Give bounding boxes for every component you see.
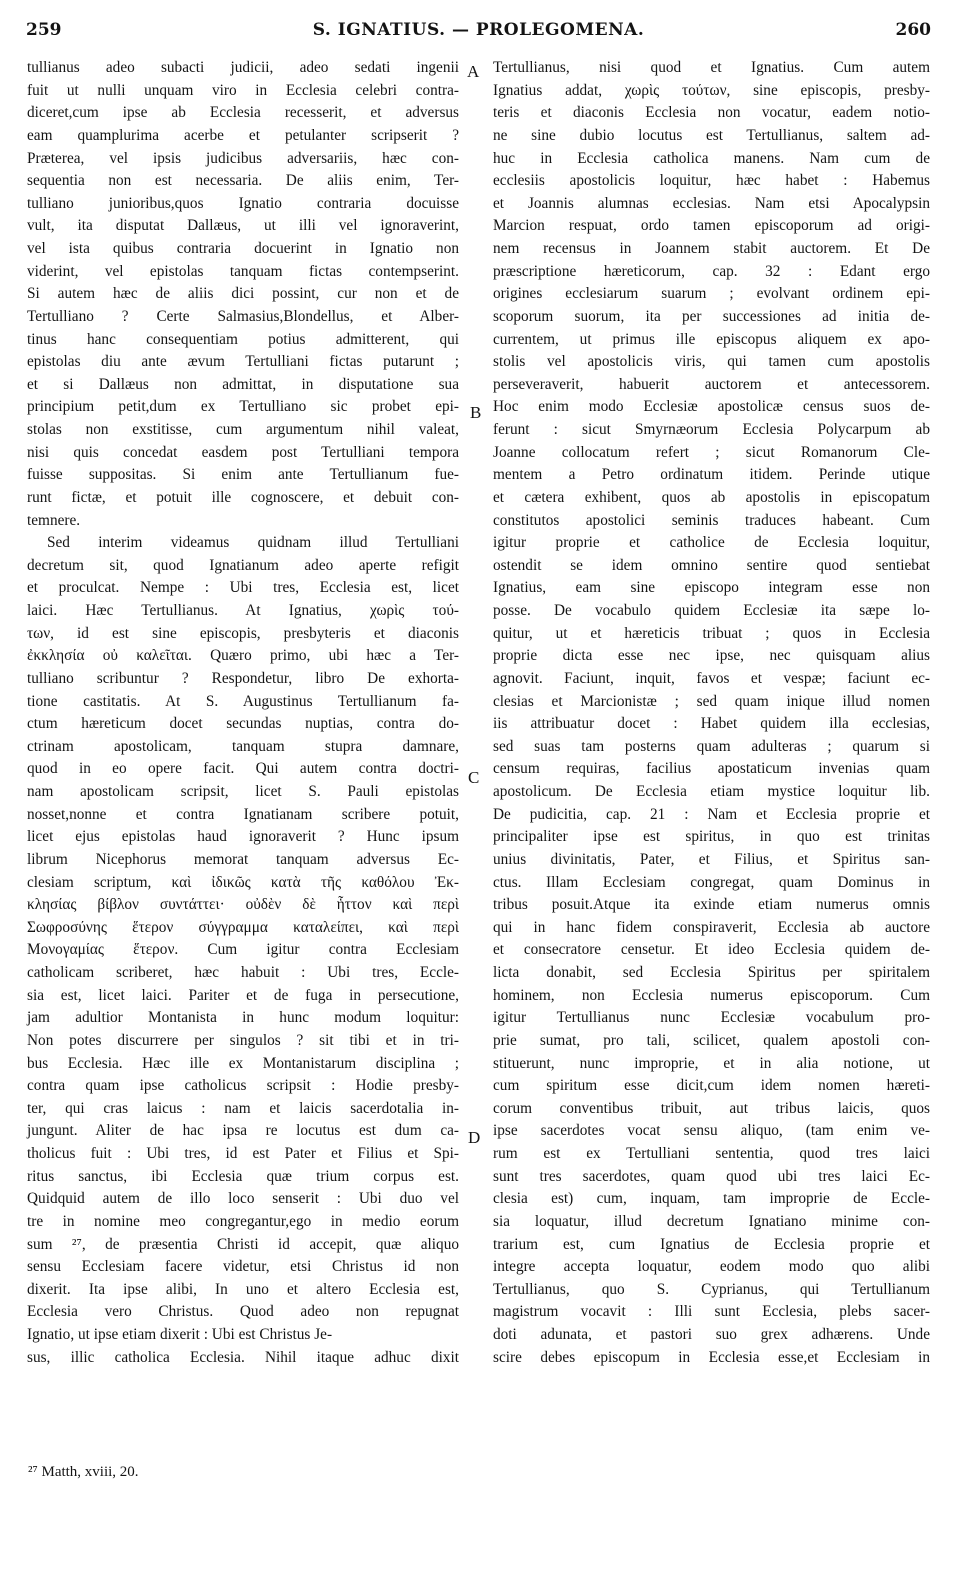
text-line: stolis vel apostolicis viris, qui tamen cum apostolis bbox=[493, 353, 930, 371]
text-line: ter, qui cras laicus : nam et laicis sacerdotalia in- bbox=[27, 1099, 459, 1117]
text-line: tribus posuit.Atque ita exinde etiam numerus omnis bbox=[493, 896, 930, 914]
text-line: ctum hæreticum docet secundas nuptias, contra do- bbox=[27, 715, 459, 733]
text-line: et Joannis alumnas ecclesias. Nam etsi Apocalypsin bbox=[493, 194, 930, 212]
text-line: et si Dallæus non admittat, in disputatione sua bbox=[27, 375, 459, 393]
text-line: principium petit,dum ex Tertulliano sic probet epi- bbox=[27, 398, 459, 416]
text-line: vel ista quibus contraria docuerint in Ignatio non bbox=[27, 240, 459, 257]
text-line: doti adunata, et pastori suo grex adhærens. Unde bbox=[493, 1326, 930, 1343]
text-line: Præterea, vel ipsis judicibus adversariis, hæc con- bbox=[27, 149, 459, 167]
text-line: Hoc enim modo Ecclesiæ apostolicæ census suos de- bbox=[493, 398, 930, 416]
text-line: corum conventibus tribuit, aut tribus laicis, quos bbox=[493, 1099, 930, 1117]
text-line: perseveraverit, habuerit auctorem et antecessorem. bbox=[493, 375, 930, 393]
text-line: iis attribuatur docet : Habet quidem illa ecclesias, bbox=[493, 715, 930, 733]
text-line: Tertulliano ? Certe Salmasius,Blondellus, et Alber- bbox=[27, 307, 459, 325]
text-line: tulliano junioribus,quos Ignatio contraria docuisse bbox=[27, 194, 459, 212]
text-line: catholicam scriberet, hæc habuit : Ubi tres, Eccle- bbox=[27, 964, 459, 981]
text-line: Non potes discurrere per singulos ? sit tibi et in tri- bbox=[27, 1031, 459, 1049]
text-line: et proculcat. Nempe : Ubi tres, Ecclesia est, licet bbox=[27, 579, 459, 597]
text-line: tullianus adeo subacti judicii, adeo sedati ingenii bbox=[27, 59, 459, 76]
text-line: tholicus fuit : Ubi tres, id est Pater et Filius et Spi- bbox=[27, 1145, 459, 1162]
text-line: ne sine dubio locutus est Tertullianus, saltem ad- bbox=[493, 126, 930, 144]
text-line: licta donabit, sed Ecclesia Spiritus per spiritalem bbox=[493, 964, 930, 981]
text-line: Ecclesia vero Christus. Quod adeo non repugnat bbox=[27, 1303, 459, 1321]
text-line: Ignatio, ut ipse etiam dixerit : Ubi est Christus Je- bbox=[27, 1326, 333, 1343]
text-line: ferunt : sicut Smyrnæorum Ecclesia Polycarpum ab bbox=[493, 421, 930, 438]
text-line: mentem a Petro ordinatum itidem. Perinde utique bbox=[493, 466, 930, 484]
text-line: constitutos apostolici seminis traduces habeant. Cum bbox=[493, 511, 930, 529]
text-line: sus, illic catholica Ecclesia. Nihil itaque adhuc dixit bbox=[27, 1348, 459, 1366]
text-line: licet ejus epistolas haud ignoraverit ? Hunc ipsum bbox=[27, 828, 459, 846]
text-line: ostendit se idem omnino sentire quod sentiebat bbox=[493, 556, 930, 574]
text-line: integre accepta loquatur, eodem modo quo alibi bbox=[493, 1258, 930, 1276]
text-line: tulliano scribuntur ? Respondetur, libro De exhorta- bbox=[27, 669, 459, 687]
text-line: sensu Ecclesiam facere videtur, etsi Christus id non bbox=[27, 1258, 459, 1276]
text-line: laici. Hæc Tertullianus. At Ignatius, χωρὶς τού- bbox=[27, 602, 459, 619]
text-line: clesia est) cum, inquam, tam improprie de Eccle- bbox=[493, 1190, 930, 1208]
left-column bbox=[27, 57, 459, 1369]
text-line: nem recensus in Joannem stabit auctorem. Et De bbox=[493, 240, 930, 257]
text-line: trarium est, cum Ignatius de Ecclesia proprie et bbox=[493, 1235, 930, 1253]
text-line: unius divinitatis, Pater, et Filius, et Spiritus san- bbox=[493, 850, 930, 868]
text-line: tre in nomine meo congregantur,ego in medio eorum bbox=[27, 1212, 459, 1230]
text-line: hominem, non Ecclesia numerus episcoporum. Cum bbox=[493, 986, 930, 1004]
text-line: contra quam ipse catholicus scripsit : Hodie presby- bbox=[27, 1077, 459, 1095]
text-line: magistrum vocavit : Illi sunt Ecclesia, plebs sacer- bbox=[493, 1303, 930, 1321]
text-line: sia loquatur, illud decretum Ignatiano minime con- bbox=[493, 1212, 930, 1230]
text-line: Marcion respuat, ordo tamen episcoporum ad origi- bbox=[493, 217, 930, 235]
text-line: κλησίας βίβλον συντάττει· οὐδὲν δὲ ἧττον καὶ περὶ bbox=[27, 896, 459, 914]
text-line: cum spiritum esse dicit,cum idem nomen hæreti- bbox=[493, 1077, 930, 1095]
text-line: ctrinam apostolicam, tanquam stupra damnare, bbox=[27, 737, 459, 755]
text-line: Σωφροσύνης ἕτερον σύγγραμμα καταλείπει, καὶ περὶ bbox=[27, 918, 459, 936]
text-line: nam apostolicam scripsit, licet S. Pauli epistolas bbox=[27, 783, 459, 800]
text-line: jam adultior Montanista in hunc modum loquitur: bbox=[27, 1009, 459, 1027]
running-title: S. IGNATIUS. — PROLEGOMENA. bbox=[312, 20, 645, 40]
text-line: ecclesiis apostolicis loquitur, hæc habet : Habemus bbox=[493, 172, 930, 190]
text-line: bus Ecclesia. Hæc ille ex Montanistarum disciplina ; bbox=[27, 1054, 459, 1072]
text-line: teris et diaconis Ecclesia non vocatur, eadem notio- bbox=[493, 104, 930, 122]
text-line: censum requiras, facilius apostaticum invenias quam bbox=[493, 760, 930, 778]
text-line: De pudicitia, cap. 21 : Nam et Ecclesia proprie et bbox=[493, 805, 930, 823]
section-marker-b: B bbox=[470, 403, 482, 422]
text-line: nisi quis concedat easdem post Tertulliani tempora bbox=[27, 443, 459, 461]
text-line: origines ecclesiarum suarum ; evolvant ordinem epi- bbox=[493, 285, 930, 303]
text-line: Ignatius addat, χωρὶς τούτων, sine episcopis, presby- bbox=[493, 81, 930, 99]
text-line: librum Nicephorus memorat tanquam adversus Ec- bbox=[27, 850, 459, 868]
text-line: jungunt. Aliter de hac ipsa re locutus est dum ca- bbox=[27, 1122, 459, 1140]
text-line: Tertullianus, nisi quod et Ignatius. Cum autem bbox=[493, 59, 930, 76]
text-line: Quidquid autem de illo loco senserit : Ubi duo vel bbox=[27, 1190, 459, 1208]
text-line: fuit ut nulli unquam viro in Ecclesia celebri contra- bbox=[27, 81, 459, 99]
section-marker-c: C bbox=[468, 768, 480, 787]
text-line: stituerunt, nunc improprie, et in alia notione, ut bbox=[493, 1054, 930, 1072]
text-line: ritus sanctus, ibi Ecclesia quæ trium corpus est. bbox=[27, 1167, 459, 1185]
footnote: ²⁷ Matth, xviii, 20. bbox=[28, 1464, 139, 1480]
text-line: principaliter ipse est spiritus, in quo est trinitas bbox=[493, 828, 930, 846]
text-line: tione castitatis. At S. Augustinus Tertullianum fa- bbox=[27, 692, 459, 710]
text-line: των, id est sine episcopis, presbyteris et diaconis bbox=[27, 624, 459, 642]
text-line: apostolicum. De Ecclesia etiam mystice loquitur lib. bbox=[493, 783, 930, 800]
text-line: Joanne collocatum refert ; sicut Romanorum Cle- bbox=[493, 443, 930, 461]
section-marker-a: A bbox=[467, 62, 480, 81]
text-line: stolas non exstitisse, cum argumentum nihil valeat, bbox=[27, 421, 459, 438]
page-number-left: 259 bbox=[26, 20, 62, 40]
text-line: qui in hanc fidem conspiraverit, Ecclesia ab auctore bbox=[493, 918, 930, 936]
text-line: agnovit. Faciunt, inquit, favos et vespæ; faciunt ec- bbox=[493, 669, 930, 687]
text-line: Si autem hæc de aliis dici possint, cur non et de bbox=[27, 285, 459, 303]
text-line: prie sumat, pro tali, scilicet, qualem apostoli con- bbox=[493, 1031, 930, 1049]
text-line: eam quamplurima acerbe et petulanter scripserit ? bbox=[27, 126, 459, 144]
text-line: runt fictæ, et potuit ille cognoscere, et debuit con- bbox=[27, 488, 459, 506]
text-line: clesias et Marcionistæ ; sed quam inique illud nomen bbox=[493, 692, 930, 710]
text-line: sia est, licet laici. Pariter et de fuga in persecutione, bbox=[27, 986, 459, 1004]
text-line: diceret,cum ipse ab Ecclesia recesserit, et adversus bbox=[27, 104, 459, 122]
text-line: quitur, ut et hæreticis tribuat ; quos in Ecclesia bbox=[493, 624, 930, 642]
text-line: tinus hanc consequentiam potius admitterent, qui bbox=[27, 330, 459, 348]
text-line: igitur proprie et catholice de Ecclesia loquitur, bbox=[493, 534, 930, 552]
text-line: scire debes episcopum in Ecclesia esse,et Ecclesiam in bbox=[493, 1348, 930, 1366]
text-line: ἐκκλησία οὐ καλεῖται. Quæro primo, ubi hæc a Ter- bbox=[27, 647, 459, 665]
text-line: decretum sit, quod Ignatianum adeo aperte refigit bbox=[27, 556, 459, 574]
text-line: Tertullianus, quo S. Cyprianus, qui Tertullianum bbox=[493, 1280, 930, 1298]
text-line: vult, ita disputat Dallæus, ut illi vel ignoraverint, bbox=[27, 217, 459, 235]
page-number-right: 260 bbox=[895, 20, 931, 40]
text-line: sunt tres sacerdotes, quam quod ubi tres laici Ec- bbox=[493, 1167, 930, 1185]
text-line: posse. De vocabulo quidem Ecclesiæ ita sæpe lo- bbox=[493, 602, 930, 619]
text-line: Ignatius, eam sine episcopo integram esse non bbox=[493, 579, 930, 597]
text-line: igitur Tertullianus nunc Ecclesiæ vocabulum pro- bbox=[493, 1009, 930, 1027]
text-line: quod in eo opere facit. Qui autem contra doctri- bbox=[27, 760, 459, 778]
section-marker-d: D bbox=[468, 1128, 481, 1147]
text-line: sequentia non est necessaria. De aliis enim, Ter- bbox=[27, 172, 459, 190]
text-line: dixerit. Ita ipse alibi, In uno et altero Ecclesia est, bbox=[27, 1280, 459, 1298]
text-line: rum est ex Tertulliani sententia, quod tres laici bbox=[493, 1145, 930, 1162]
right-column bbox=[493, 57, 930, 1369]
text-line: currentem, ut primus ille episcopus aliquem ex apo- bbox=[493, 330, 930, 348]
text-line: et consecratore censetur. Et ideo Ecclesia quidem de- bbox=[493, 941, 930, 959]
text-line: huc in Ecclesia catholica manens. Nam cum de bbox=[493, 149, 930, 167]
text-line: præscriptione hæreticorum, cap. 32 : Edant ergo bbox=[493, 262, 930, 280]
text-line: proprie dicta esse nec ipse, nec quisquam alius bbox=[493, 647, 930, 665]
text-line: sed suas tam posterns quam adulteras ; quarum si bbox=[493, 737, 930, 755]
text-line: ctus. Illam Ecclesiam congregat, quam Dominus in bbox=[493, 873, 930, 891]
text-line: Μονογαμίας ἕτερον. Cum igitur contra Ecclesiam bbox=[27, 941, 459, 959]
text-line: temnere. bbox=[27, 511, 81, 529]
text-line: et cætera exhibent, quos ab apostolis in episcopatum bbox=[493, 488, 930, 506]
running-header bbox=[26, 16, 931, 46]
text-line: viderint, vel epistolas tanquam fictas contempserint. bbox=[27, 262, 459, 280]
text-line: epistolas diu ante ævum Tertulliani fictas putarunt ; bbox=[27, 353, 459, 371]
text-line: sum ²⁷, de præsentia Christi id accepit, quæ aliquo bbox=[27, 1235, 459, 1253]
text-line: clesiam scriptum, καὶ ἰδικῶς κατὰ τῆς καθόλου Ἐκ- bbox=[27, 873, 459, 891]
text-line: ipse sacerdotes vocat sensu aliquo, (tam enim ve- bbox=[493, 1122, 930, 1140]
text-line: fuisse suppositas. Si enim ante Tertullianum fue- bbox=[27, 466, 459, 484]
text-line: Sed interim videamus quidnam illud Tertulliani bbox=[47, 534, 459, 552]
text-line: scoporum suorum, ita per successiones ad initia de- bbox=[493, 307, 930, 325]
text-line: nosset,nonne et contra Ignatianam scribere potuit, bbox=[27, 805, 459, 823]
